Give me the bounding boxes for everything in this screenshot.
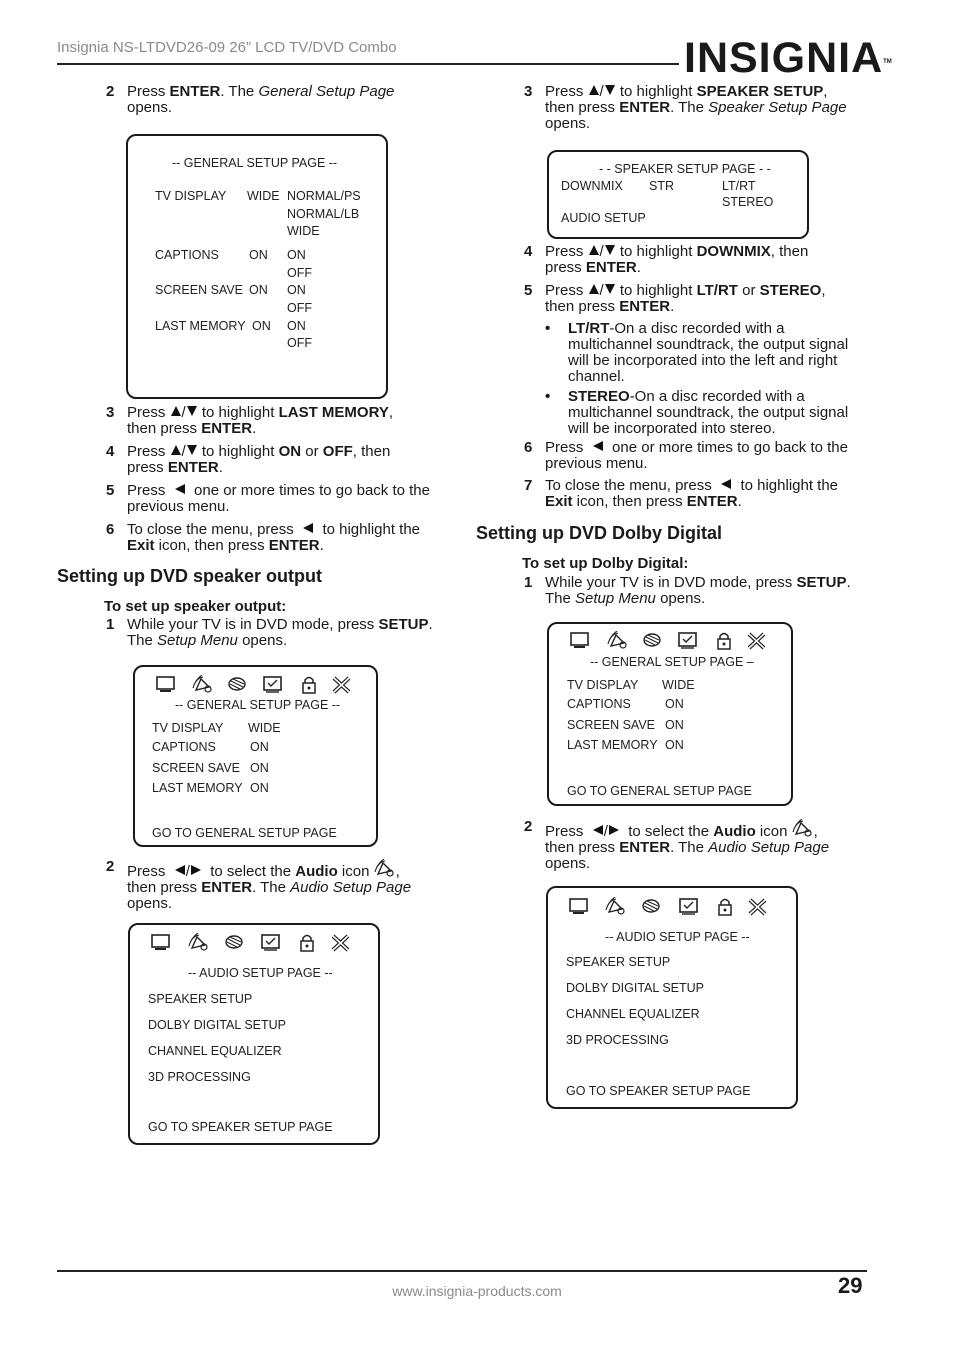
right-arrow-icon xyxy=(608,824,620,836)
speaker-setup-menu-screen: - - SPEAKER SETUP PAGE - - DOWNMIX STR LT/RT STEREO AUDIO SETUP xyxy=(547,150,809,239)
audio-icon xyxy=(607,631,629,650)
setup-menu-screen: -- GENERAL SETUP PAGE -- TV DISPLAY WIDE CAPTIONS ON SCREEN SAVE ON LAST MEMORY ON GO TO GENERAL SETUP PAGE xyxy=(133,665,378,847)
subheading-speaker-output: To set up speaker output: xyxy=(104,598,287,615)
menu-title: -- AUDIO SETUP PAGE -- xyxy=(188,966,333,980)
audio-icon xyxy=(605,897,627,916)
preferences-icon xyxy=(262,675,284,694)
left-arrow-icon xyxy=(720,478,732,490)
step-5-ltrt-stereo: 5 Press / to highlight LT/RT or STEREO, then press ENTER. xyxy=(524,282,826,315)
step-1-dolby-setup: 1 While your TV is in DVD mode, press SETUP. The Setup Menu opens. xyxy=(524,574,851,607)
left-arrow-icon xyxy=(302,522,314,534)
page-number: 29 xyxy=(838,1273,863,1298)
left-arrow-icon xyxy=(592,824,604,836)
disc-icon xyxy=(224,933,246,952)
footer-rule xyxy=(57,1270,867,1272)
down-arrow-icon xyxy=(186,405,198,417)
right-arrow-icon xyxy=(190,864,202,876)
step-5-back: 5 Press one or more times to go back to the previous menu. xyxy=(106,482,430,515)
step-2-dolby-audio: 2 Press / to select the Audio icon , then press ENTER. The Audio Setup Page opens. xyxy=(524,818,830,872)
down-arrow-icon xyxy=(604,244,616,256)
menu-title: -- GENERAL SETUP PAGE -- xyxy=(172,156,338,170)
disc-icon xyxy=(227,675,249,694)
exit-icon xyxy=(330,933,352,952)
up-arrow-icon xyxy=(170,405,182,417)
header-rule xyxy=(57,63,679,65)
audio-icon xyxy=(792,819,814,838)
down-arrow-icon xyxy=(186,444,198,456)
lock-icon xyxy=(296,933,318,952)
up-arrow-icon xyxy=(170,444,182,456)
footer-url: www.insignia-products.com xyxy=(392,1283,562,1299)
insignia-logo xyxy=(684,36,892,80)
logo-text: INSIGNIA xyxy=(684,34,884,82)
section-heading-speaker-output: Setting up DVD speaker output xyxy=(57,566,323,586)
preferences-icon xyxy=(678,897,700,916)
tv-icon xyxy=(150,933,172,952)
menu-title: - - SPEAKER SETUP PAGE - - xyxy=(599,162,771,176)
lock-icon xyxy=(713,631,735,650)
section-heading-dolby-digital: Setting up DVD Dolby Digital xyxy=(476,523,722,543)
step-6-close: 6 To close the menu, press to highlight the Exit icon, then press ENTER. xyxy=(106,521,421,554)
up-arrow-icon xyxy=(588,244,600,256)
step-2-audio: 2 Press / to select the Audio icon , then press ENTER. The Audio Setup Page opens. xyxy=(106,858,412,912)
subheading-dolby-digital: To set up Dolby Digital: xyxy=(522,555,689,572)
exit-icon xyxy=(331,675,353,694)
left-arrow-icon xyxy=(592,440,604,452)
preferences-icon xyxy=(260,933,282,952)
step-3-last-memory: 3 Press / to highlight LAST MEMORY, then press ENTER. xyxy=(106,404,394,437)
dolby-audio-setup-menu-screen: -- AUDIO SETUP PAGE -- SPEAKER SETUP DOLBY DIGITAL SETUP CHANNEL EQUALIZER 3D PROCESSING GO TO SPEAKER SETUP PAGE xyxy=(546,886,798,1109)
up-arrow-icon xyxy=(588,283,600,295)
menu-title: -- GENERAL SETUP PAGE – xyxy=(590,655,754,669)
document-title: Insignia NS-LTDVD26-09 26” LCD TV/DVD Combo xyxy=(57,39,397,56)
tv-icon xyxy=(568,897,590,916)
bullet-stereo: • STEREO-On a disc recorded with a multichannel soundtrack, the output signal will be incorporated into stereo. xyxy=(545,388,849,437)
left-arrow-icon xyxy=(174,483,186,495)
left-arrow-icon xyxy=(174,864,186,876)
step-4-downmix: 4 Press / to highlight DOWNMIX, then press ENTER. xyxy=(524,243,809,276)
step-3-speaker-setup: 3 Press / to highlight SPEAKER SETUP, then press ENTER. The Speaker Setup Page opens. xyxy=(524,83,847,132)
preferences-icon xyxy=(677,631,699,650)
disc-icon xyxy=(641,897,663,916)
step-6-back: 6 Press one or more times to go back to the previous menu. xyxy=(524,439,848,472)
audio-setup-menu-screen: -- AUDIO SETUP PAGE -- SPEAKER SETUP DOLBY DIGITAL SETUP CHANNEL EQUALIZER 3D PROCESSING GO TO SPEAKER SETUP PAGE xyxy=(128,923,380,1145)
exit-icon xyxy=(746,631,768,650)
audio-icon xyxy=(188,933,210,952)
step-4-on-off: 4 Press / to highlight ON or OFF, then press ENTER. xyxy=(106,443,391,476)
lock-icon xyxy=(298,675,320,694)
menu-title: -- AUDIO SETUP PAGE -- xyxy=(605,930,750,944)
audio-icon xyxy=(192,675,214,694)
exit-icon xyxy=(747,897,769,916)
up-arrow-icon xyxy=(588,84,600,96)
audio-icon xyxy=(374,859,396,878)
down-arrow-icon xyxy=(604,283,616,295)
down-arrow-icon xyxy=(604,84,616,96)
step-1-setup: 1 While your TV is in DVD mode, press SETUP. The Setup Menu opens. xyxy=(106,616,433,649)
menu-title: -- GENERAL SETUP PAGE -- xyxy=(175,698,341,712)
step-2-general: 2 Press ENTER. The General Setup Page opens. xyxy=(106,83,395,116)
step-7-close: 7 To close the menu, press to highlight the Exit icon, then press ENTER. xyxy=(524,477,839,510)
tv-icon xyxy=(155,675,177,694)
disc-icon xyxy=(642,631,664,650)
bullet-ltrt: • LT/RT-On a disc recorded with a multichannel soundtrack, the output signal will be incorporated into the left and right channel. xyxy=(545,320,849,385)
general-setup-menu-screen: -- GENERAL SETUP PAGE -- TV DISPLAY WIDE NORMAL/PS NORMAL/LB WIDE CAPTIONS ON ON OFF SCREEN SAVE ON ON OFF LAST MEMORY ON ON OFF xyxy=(126,134,388,399)
lock-icon xyxy=(714,897,736,916)
tv-icon xyxy=(569,631,591,650)
trademark: TM xyxy=(883,59,892,65)
dolby-setup-menu-screen: -- GENERAL SETUP PAGE – TV DISPLAY WIDE CAPTIONS ON SCREEN SAVE ON LAST MEMORY ON GO TO GENERAL SETUP PAGE xyxy=(547,622,793,806)
